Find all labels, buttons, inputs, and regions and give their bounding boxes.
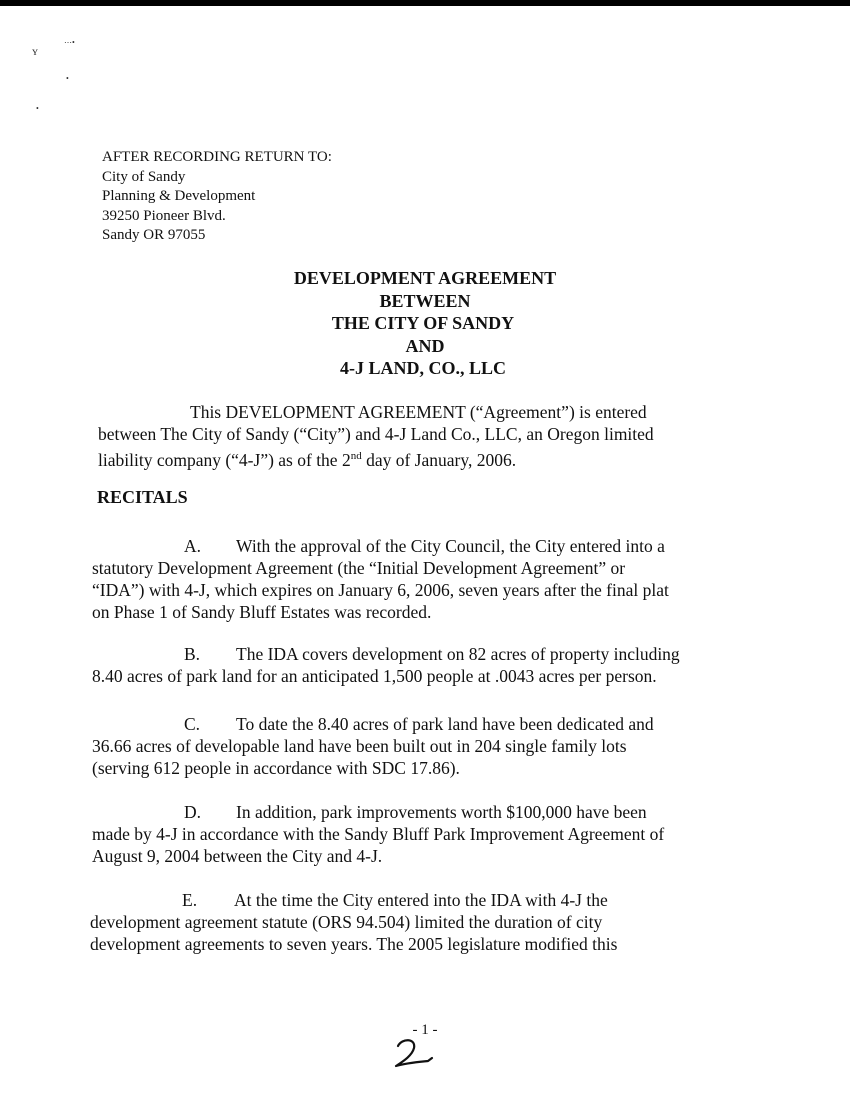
recital-line: “IDA”) with 4-J, which expires on January 6, 2006, seven years after the final plat [92,580,669,600]
ordinal-suffix: nd [350,450,362,462]
title-line: 4-J LAND, CO., LLC [339,358,506,378]
intro-line: This DEVELOPMENT AGREEMENT (“Agreement”) is entered [190,402,647,422]
recital-label: B. [184,644,201,664]
intro-line: day of January, 2006. [361,449,517,470]
page-number: - 1 - [412,1022,438,1038]
return-street: 39250 Pioneer Blvd. [102,207,226,224]
recital-label: C. [184,714,201,734]
recital-d [92,801,752,867]
scan-speck: ⋯• [64,38,75,47]
recital-line: on Phase 1 of Sandy Bluff Estates was recorded. [92,602,432,622]
recital-line: August 9, 2004 between the City and 4-J. [92,846,383,866]
recital-line: statutory Development Agreement (the “Initial Development Agreement” or [92,558,626,578]
recital-line: development agreements to seven years. The 2005 legislature modified this [90,934,618,954]
title-line: DEVELOPMENT AGREEMENT [293,268,557,288]
recital-line: At the time the City entered into the IDA with 4-J the [234,890,608,910]
recital-line: (serving 612 people in accordance with SDC 17.86). [92,758,460,778]
intro-line: between The City of Sandy (“City”) and 4-J Land Co., LLC, an Oregon limited [98,424,654,444]
recital-line: The IDA covers development on 82 acres of property including [236,644,680,664]
return-org: City of Sandy [102,168,186,185]
recital-e [90,889,750,955]
recital-a [92,535,752,623]
document-title [0,267,850,380]
handwritten-page-mark [392,1036,440,1070]
return-city: Sandy OR 97055 [102,227,206,243]
recital-label: E. [182,890,198,910]
recital-line: With the approval of the City Council, the City entered into a [236,536,665,556]
return-dept: Planning & Development [102,188,256,204]
recital-line: In addition, park improvements worth $100,000 have been [236,802,647,822]
return-address-block [102,148,332,246]
title-line: THE CITY OF SANDY [331,313,515,333]
recital-line: 8.40 acres of park land for an anticipated 1,500 people at .0043 acres per person. [92,666,657,686]
scan-border-top [0,0,850,6]
intro-paragraph [98,401,758,471]
scan-speck: • [36,104,39,113]
scan-speck: ʏ [32,44,38,58]
recital-label: D. [184,802,202,822]
recital-b [92,643,752,687]
title-line: AND [405,335,445,356]
intro-line: liability company (“4-J”) as of the 2 [98,449,351,470]
recital-line: 36.66 acres of developable land have been built out in 204 single family lots [92,736,627,756]
recital-line: made by 4-J in accordance with the Sandy Bluff Park Improvement Agreement of [92,824,665,844]
recital-label: A. [184,536,202,556]
return-label: AFTER RECORDING RETURN TO: [102,149,332,165]
recitals-heading: RECITALS [97,487,188,507]
title-line: BETWEEN [379,290,471,311]
recital-line: development agreement statute (ORS 94.504) limited the duration of city [90,912,603,932]
recital-line: To date the 8.40 acres of park land have been dedicated and [236,714,654,734]
recital-c [92,713,752,779]
scan-speck: • [66,74,69,83]
